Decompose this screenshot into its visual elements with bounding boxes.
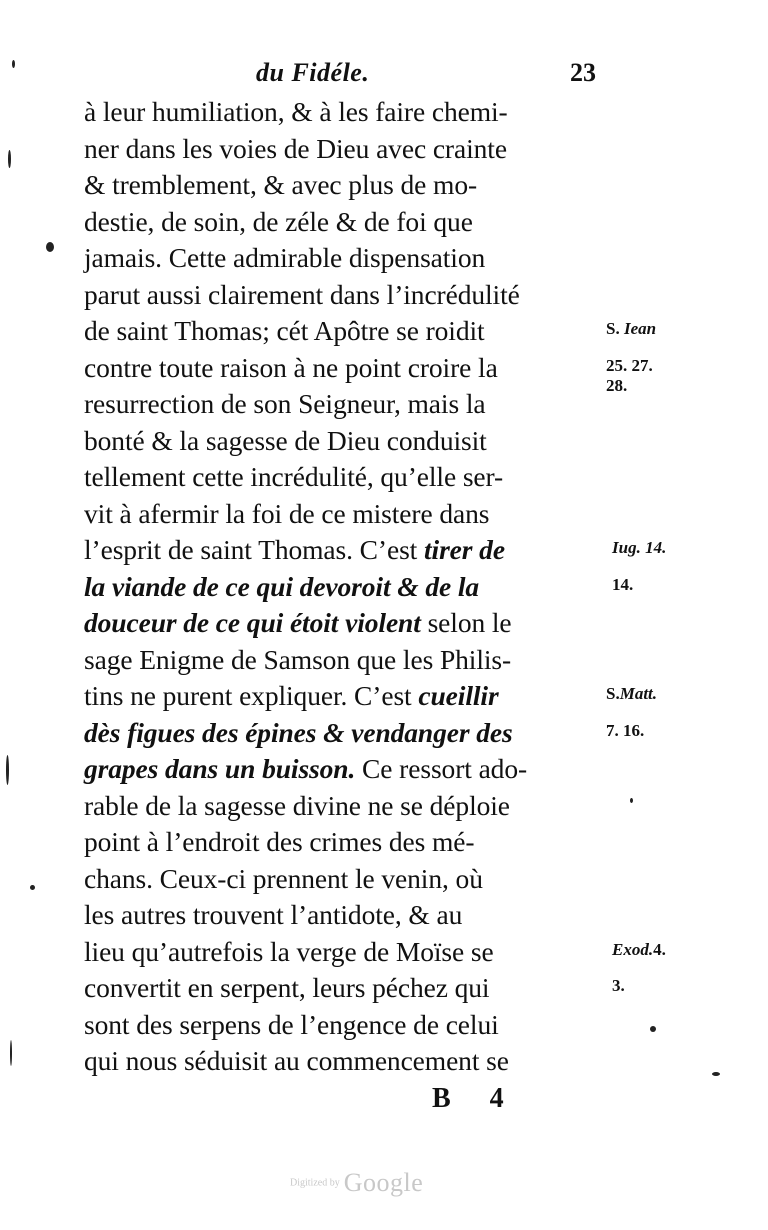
margin-reference [612, 976, 625, 996]
text-line [84, 934, 624, 971]
text-span: tins ne purent expliquer. C’est [84, 680, 419, 711]
text-line [84, 313, 624, 350]
text-line [84, 970, 624, 1007]
text-span: jamais. Cette admirable dispensation [84, 242, 486, 273]
text-span: tellement cette incrédulité, qu’elle ser- [84, 461, 504, 492]
text-span: Ce ressort ado- [355, 753, 528, 784]
text-line [84, 1007, 624, 1044]
margin-reference-part: 4. [653, 939, 666, 959]
italic-quote-span: la viande de ce qui devoroit & de la [84, 570, 480, 602]
text-line [84, 423, 624, 460]
page-header [0, 58, 768, 94]
italic-quote-span: cueillir [418, 680, 499, 711]
scan-speck [46, 242, 54, 252]
margin-reference [612, 538, 666, 558]
scan-speck [10, 1040, 12, 1066]
margin-reference [612, 940, 666, 960]
scan-speck [6, 755, 9, 785]
italic-quote-span: tirer de [424, 534, 505, 565]
text-line [84, 240, 624, 277]
margin-reference-part: Iean [623, 319, 657, 338]
text-line [84, 715, 624, 752]
text-span: ner dans les voies de Dieu avec crainte [84, 132, 507, 164]
text-line [84, 751, 624, 788]
text-span: qui nous séduisit au commencement se [84, 1045, 509, 1076]
text-span: sont des serpens de l’engence de celui [84, 1008, 499, 1040]
running-head: du Fidéle. [256, 58, 370, 87]
text-line [84, 788, 624, 825]
margin-reference-part: 14. [612, 574, 634, 594]
body-text [84, 94, 624, 1080]
margin-reference [606, 721, 644, 741]
watermark-prefix: Digitized by [290, 1177, 340, 1189]
margin-reference-part: 28. [606, 375, 628, 395]
margin-reference-part: 3. [612, 976, 625, 995]
margin-reference-part: Exod. [612, 939, 654, 959]
digitized-watermark [290, 1168, 423, 1198]
text-span: les autres trouvent l’antidote, & au [84, 899, 463, 930]
margin-reference-part: Matt. [619, 684, 658, 703]
text-line [84, 861, 624, 898]
margin-reference-part: S. [606, 684, 620, 703]
text-line [84, 386, 624, 423]
margin-reference-part: S. [606, 319, 624, 338]
text-line [84, 94, 624, 131]
text-line [84, 569, 624, 606]
italic-quote-span: dès figues des épines & vendanger des [84, 716, 513, 748]
margin-reference [606, 684, 657, 704]
text-span: destie, de soin, de zéle & de foi que [84, 205, 473, 237]
text-span: convertit en serpent, leurs péchez qui [84, 972, 490, 1003]
text-line [84, 167, 624, 204]
italic-quote-span: douceur de ce qui étoit violent [84, 607, 421, 638]
text-line [84, 678, 624, 715]
text-span: point à l’endroit des crimes des mé- [84, 826, 475, 857]
text-span: l’esprit de saint Thomas. C’est [84, 534, 424, 565]
watermark-brand: Google [343, 1168, 424, 1197]
scan-speck [650, 1026, 656, 1032]
text-line [84, 350, 624, 387]
text-span: chans. Ceux-ci prennent le venin, où [84, 862, 483, 894]
text-line [84, 131, 624, 168]
text-span: & tremblement, & avec plus de mo- [84, 169, 478, 200]
margin-reference [606, 376, 627, 396]
text-span: parut aussi clairement dans l’incrédulité [84, 278, 520, 310]
margin-reference-part: 7. 16. [606, 720, 645, 740]
scan-speck [8, 150, 11, 168]
margin-reference [606, 319, 656, 339]
text-span: vit à afermir la foi de ce mistere dans [84, 497, 490, 529]
page-number: 23 [570, 58, 596, 87]
scan-speck [630, 798, 633, 803]
text-span: de saint Thomas; cét Apôtre se roidit [84, 315, 485, 346]
text-span: bonté & la sagesse de Dieu conduisit [84, 424, 487, 456]
text-line [84, 496, 624, 533]
text-span: sage Enigme de Samson que les Philis- [84, 643, 512, 675]
text-span: à leur humiliation, & à les faire chemi- [84, 96, 508, 127]
italic-quote-span: grapes dans un buisson. [84, 753, 356, 784]
signature-mark: B 4 [432, 1083, 520, 1114]
text-line [84, 459, 624, 496]
margin-reference [606, 356, 653, 376]
margin-reference [612, 575, 633, 595]
scan-speck [712, 1072, 720, 1076]
text-span: rable de la sagesse divine ne se déploie [84, 789, 510, 821]
text-line [84, 897, 624, 934]
text-line [84, 605, 624, 642]
text-line [84, 824, 624, 861]
text-line [84, 1043, 624, 1080]
text-span: lieu qu’autrefois la verge de Moïse se [84, 935, 494, 967]
text-line [84, 532, 624, 569]
text-span: contre toute raison à ne point croire la [84, 351, 498, 383]
margin-reference-part: Iug. 14. [612, 538, 667, 557]
scan-speck [12, 60, 15, 68]
text-line [84, 642, 624, 679]
text-span: selon le [420, 607, 512, 638]
text-line [84, 204, 624, 241]
text-span: resurrection de son Seigneur, mais la [84, 388, 486, 419]
margin-reference-part: 25. 27. [606, 355, 653, 375]
text-line [84, 277, 624, 314]
scan-speck [30, 885, 35, 890]
